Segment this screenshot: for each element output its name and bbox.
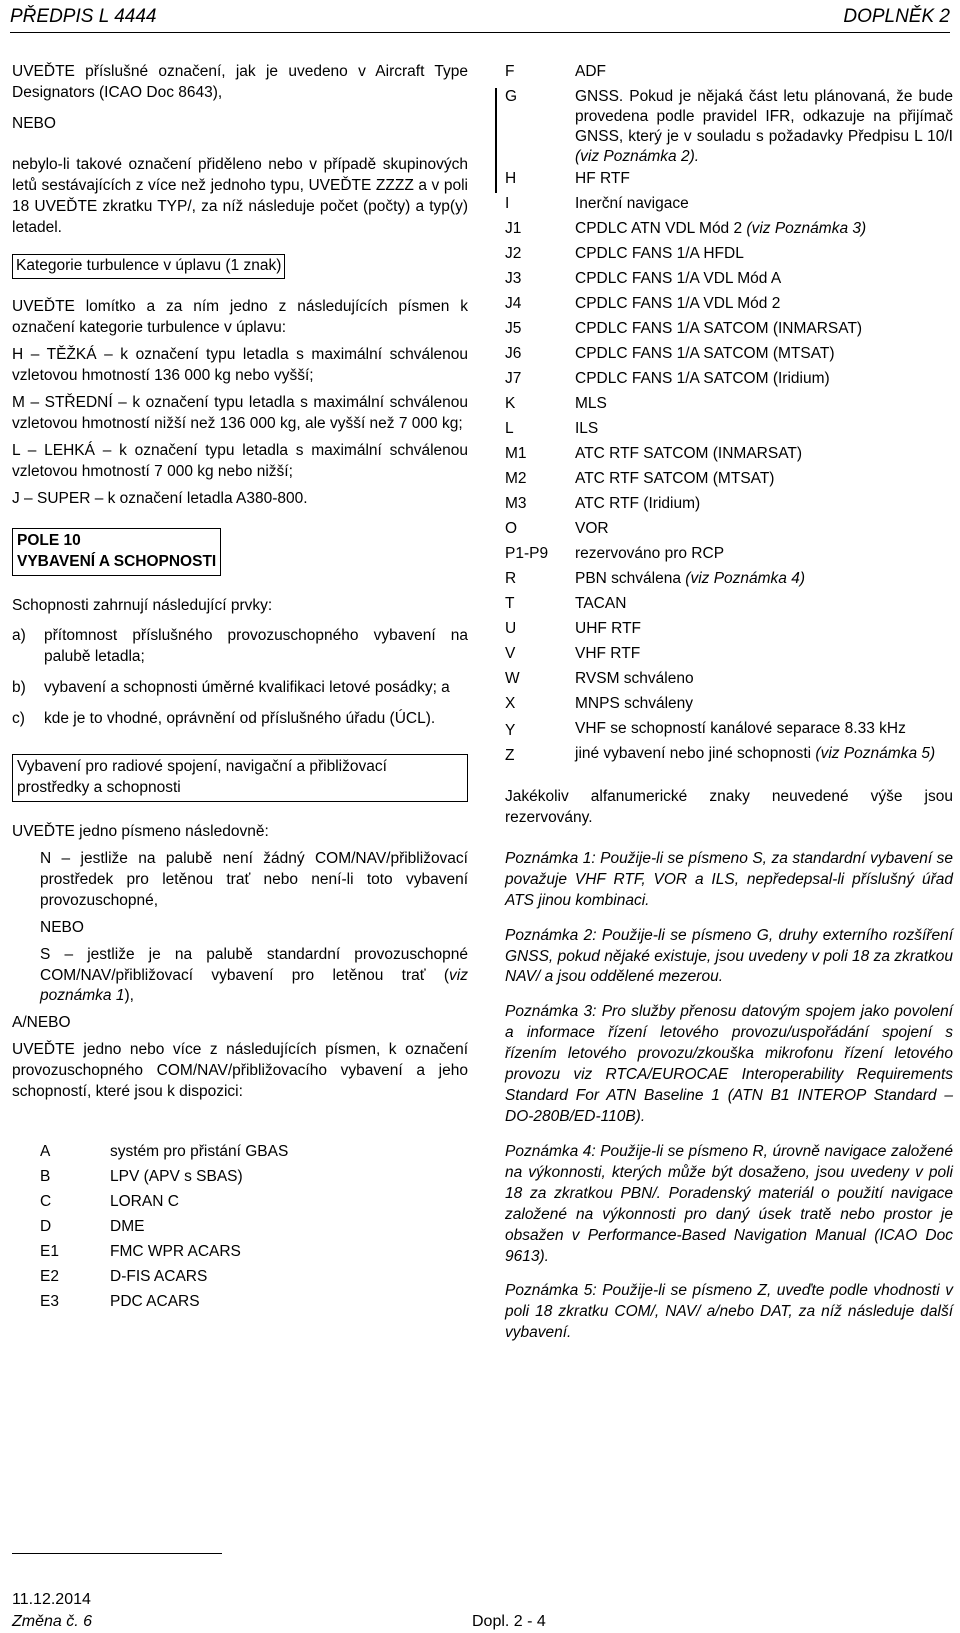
- table-row: J6 CPDLC FANS 1/A SATCOM (MTSAT): [505, 345, 835, 362]
- wake-l: L – LEHKÁ – k označení typu letadla s maximální schválenou vzletovou hmotností 7 000 kg nebo nižší;: [12, 441, 468, 480]
- right-column: [505, 60, 953, 1358]
- page-number: Dopl. 2 - 4: [472, 1613, 546, 1630]
- change-bar: [495, 88, 497, 193]
- table-row: M3 ATC RTF (Iridium): [505, 495, 701, 512]
- table-row: O VOR: [505, 520, 609, 537]
- table-row: J7 CPDLC FANS 1/A SATCOM (Iridium): [505, 370, 830, 387]
- footer-change: Změna č. 6: [12, 1613, 93, 1630]
- table-row: L ILS: [505, 420, 599, 437]
- table-row: C LORAN C: [40, 1193, 179, 1211]
- header-right: DOPLNĚK 2: [843, 6, 950, 27]
- table-row: J5 CPDLC FANS 1/A SATCOM (INMARSAT): [505, 320, 863, 337]
- table-row: Y VHF se schopností kanálové separace 8.33 kHz: [505, 720, 906, 739]
- paragraph: Schopnosti zahrnují následující prvky:: [12, 596, 273, 614]
- paragraph: NEBO: [12, 114, 56, 132]
- table-row: J3 CPDLC FANS 1/A VDL Mód A: [505, 270, 782, 287]
- notes: [505, 849, 953, 1344]
- table-row: K MLS: [505, 395, 607, 412]
- table-row: W RVSM schváleno: [505, 670, 694, 687]
- note-2: Poznámka 2: Použije-li se písmeno G, druhy externího rozšíření GNSS, pokud nějaké existuje, jsou uvedeny v poli 18 za zkratkou NAV/ a jsou oddělené mezerou.: [505, 926, 953, 986]
- field-title-box: [12, 528, 221, 576]
- table-row: J1 CPDLC ATN VDL Mód 2 (viz Poznámka 3): [505, 220, 867, 237]
- paragraph: UVEĎTE lomítko a za ním jedno z následujících písmen k označení kategorie turbulence v úplavu:: [12, 298, 468, 337]
- table-row: P1-P9 rezervováno pro RCP: [505, 545, 725, 562]
- note-3: Poznámka 3: Pro služby přenosu datovým spojem jako povolení a informace řízení letového provozu/uspořádání spojení s řízením letového provozu/zkouška mikrofonu řízení letového provozu viz RTCA/EUROCAE Interoperability Requirements Standard For ATN Baseline 1 (ATN B1 INTEROP Standard – DO-280B/ED-110B).: [505, 1003, 953, 1125]
- table-row: J2 CPDLC FANS 1/A HFDL: [505, 245, 744, 262]
- paragraph: UVEĎTE jedno nebo více z následujících písmen, k označení provozuschopného COM/NAV/přibližovacího vybavení a jeho schopností, které jsou k dispozici:: [12, 1041, 468, 1101]
- table-row: R PBN schválena (viz Poznámka 4): [505, 570, 806, 587]
- section-box: Vybavení pro radiové spojení, navigační a přibližovací prostředky a schopnosti: [12, 754, 468, 802]
- paragraph: UVEĎTE jedno písmeno následovně:: [12, 822, 269, 840]
- table-row: T TACAN: [505, 595, 627, 612]
- table-row: H HF RTF: [505, 170, 630, 187]
- note-4: Poznámka 4: Použije-li se písmeno R, úrovně navigace založené na výkonnosti, kterých může být dosaženo, jsou uvedeny v poli 18 za zkratkou PBN/. Poradenský materiál o použití navigace založené na výkonnosti pro daný úsek tratě nebo prostor je obsažen v Performance-Based Navigation Manual (ICAO Doc 9613).: [505, 1142, 953, 1265]
- option-n: N – jestliže na palubě není žádný COM/NAV/přibližovací prostředek pro letěnou trať nebo není-li toto vybavení provozuschopné,: [40, 849, 468, 909]
- code-list-left: [40, 1139, 468, 1314]
- table-row: A systém pro přistání GBAS: [40, 1143, 289, 1161]
- list-text: přítomnost příslušného provozuschopného vybavení na palubě letadla;: [44, 627, 468, 666]
- note-5: Poznámka 5: Použije-li se písmeno Z, uveďte podle vhodnosti v poli 18 zkratku COM/, NAV/ a/nebo DAT, za níž následuje další vybavení.: [505, 1282, 953, 1342]
- wake-h: H – TĚŽKÁ – k označení typu letadla s maximální schválenou vzletovou hmotností 136 000 kg nebo vyšší;: [12, 346, 468, 385]
- page-footer: [12, 1553, 948, 1633]
- option-s: S – jestliže je na palubě standardní provozuschopné COM/NAV/přibližovací vybavení pro letěnou trať (viz poznámka 1),: [40, 945, 468, 1005]
- table-row: G GNSS. Pokud je nějaká část letu plánovaná, že bude provedena podle pravidel IFR, odkazuje na přijímač GNSS, který je v souladu s požadavky Předpisu L 10/I (viz Poznámka 2).: [505, 88, 953, 165]
- list-label: b): [12, 679, 26, 697]
- note-1: Poznámka 1: Použije-li se písmeno S, za standardní vybavení se považuje VHF RTF, VOR a ILS, nepředepsal-li příslušný úřad ATS jinou kombinaci.: [505, 849, 953, 909]
- code-list-right: [505, 60, 953, 767]
- section-box: Kategorie turbulence v úplavu (1 znak): [12, 254, 285, 279]
- paragraph: UVEĎTE příslušné označení, jak je uvedeno v Aircraft Type Designators (ICAO Doc 8643),: [12, 63, 468, 101]
- list-label: a): [12, 627, 26, 645]
- list-text: vybavení a schopnosti úměrné kvalifikaci letové posádky; a: [44, 679, 450, 697]
- table-row: U UHF RTF: [505, 620, 642, 637]
- header-rule: [10, 32, 950, 33]
- table-row: M2 ATC RTF SATCOM (MTSAT): [505, 470, 775, 487]
- list-label: c): [12, 710, 25, 728]
- page-header: [10, 2, 950, 28]
- list-item: [12, 626, 468, 668]
- table-row: D DME: [40, 1218, 145, 1236]
- table-row: E1 FMC WPR ACARS: [40, 1243, 241, 1261]
- table-row: V VHF RTF: [505, 645, 641, 662]
- wake-j: J – SUPER – k označení letadla A380-800.: [12, 489, 308, 507]
- table-row: B LPV (APV s SBAS): [40, 1168, 243, 1186]
- field-name: VYBAVENÍ A SCHOPNOSTI: [17, 552, 217, 570]
- list-text: kde je to vhodné, oprávnění od příslušného úřadu (ÚCL).: [44, 710, 436, 728]
- table-row: E3 PDC ACARS: [40, 1293, 200, 1311]
- table-row: I Inerční navigace: [505, 195, 689, 212]
- paragraph: NEBO: [40, 918, 84, 936]
- left-column: [12, 62, 468, 1314]
- wake-m: M – STŘEDNÍ – k označení typu letadla s maximální schválenou vzletovou hmotností nižší než 136 000 kg, ale vyšší než 7 000 kg;: [12, 394, 468, 432]
- table-row: F ADF: [505, 63, 606, 80]
- table-row: X MNPS schváleny: [505, 695, 694, 712]
- table-row: J4 CPDLC FANS 1/A VDL Mód 2: [505, 295, 781, 312]
- capability-list: [12, 626, 468, 730]
- footer-date: 11.12.2014: [12, 1591, 91, 1608]
- table-row: E2 D-FIS ACARS: [40, 1268, 208, 1286]
- table-row: Z jiné vybavení nebo jiné schopnosti (viz Poznámka 5): [505, 745, 936, 764]
- footer-rule: [12, 1553, 222, 1554]
- paragraph: nebylo-li takové označení přiděleno nebo v případě skupinových letů sestávajících z více než jednoho typu, UVEĎTE ZZZZ a v poli 18 UVEĎTE zkratku TYP/, za níž následuje počet (počty) a typ(y) letadel.: [12, 155, 468, 236]
- paragraph: Jakékoliv alfanumerické znaky neuvedené výše jsou rezervovány.: [505, 788, 953, 826]
- table-row: M1 ATC RTF SATCOM (INMARSAT): [505, 445, 803, 462]
- header-left: PŘEDPIS L 4444: [10, 6, 157, 27]
- field-number: POLE 10: [17, 531, 81, 549]
- paragraph: A/NEBO: [12, 1014, 71, 1032]
- list-item: [12, 678, 468, 699]
- list-item: [12, 709, 468, 730]
